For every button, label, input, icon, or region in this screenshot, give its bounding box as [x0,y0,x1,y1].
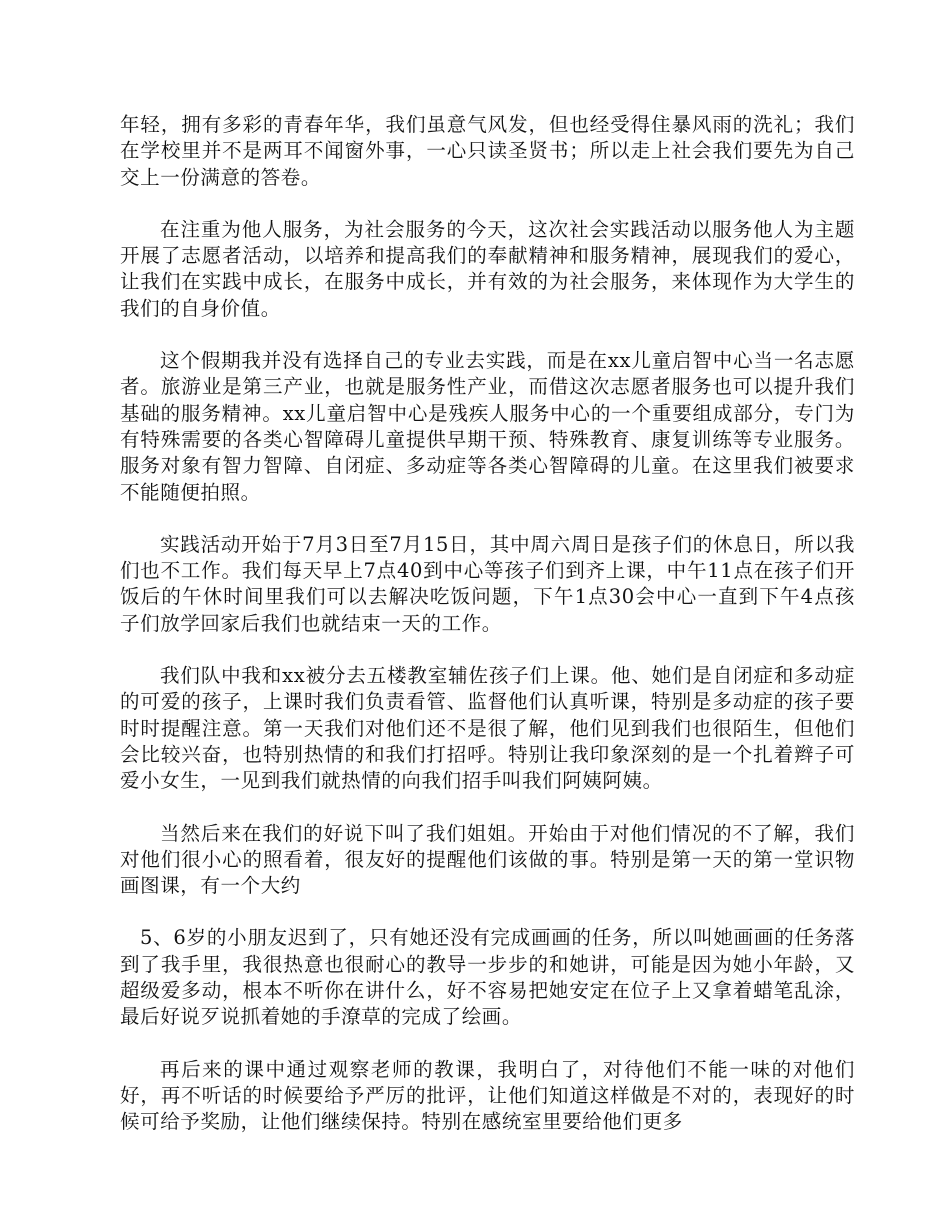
document-page [120,112,855,1162]
paragraph-2: 在注重为他人服务，为社会服务的今天，这次社会实践活动以服务他人为主题开展了志愿者活动，以培养和提高我们的奉献精神和服务精神，展现我们的爱心，让我们在实践中成长，在服务中成长，并有效的为社会服务，来体现作为大学生的我们的自身价值。 [120,217,855,320]
paragraph-4: 实践活动开始于7月3日至7月15日，其中周六周日是孩子们的休息日，所以我们也不工作。我们每天早上7点40到中心等孩子们到齐上课，中午11点在孩子们开饭后的午休时间里我们可以去解决吃饭问题，下午1点30会中心一直到下午4点孩子们放学回家后我们也就结束一天的工作。 [120,532,855,635]
paragraph-7: 5、6岁的小朋友迟到了，只有她还没有完成画画的任务，所以叫她画画的任务落到了我手里，我很热意也很耐心的教导一步步的和她讲，可能是因为她小年龄，又超级爱多动，根本不听你在讲什么，好不容易把她安定在位子上又拿着蜡笔乱涂，最后好说歹说抓着她的手潦草的完成了绘画。 [120,926,855,1029]
paragraph-6: 当然后来在我们的好说下叫了我们姐姐。开始由于对他们情况的不了解，我们对他们很小心的照看着，很友好的提醒他们该做的事。特别是第一天的第一堂识物画图课，有一个大约 [120,821,855,898]
paragraph-8: 再后来的课中通过观察老师的教课，我明白了，对待他们不能一味的对他们好，再不听话的时候要给予严厉的批评，让他们知道这样做是不对的，表现好的时候可给予奖励，让他们继续保持。特别在感统室里要给他们更多 [120,1057,855,1134]
paragraph-3: 这个假期我并没有选择自己的专业去实践，而是在xx儿童启智中心当一名志愿者。旅游业是第三产业，也就是服务性产业，而借这次志愿者服务也可以提升我们基础的服务精神。xx儿童启智中心是残疾人服务中心的一个重要组成部分，专门为有特殊需要的各类心智障碍儿童提供早期干预、特殊教育、康复训练等专业服务。服务对象有智力智障、自闭症、多动症等各类心智障碍的儿童。在这里我们被要求不能随便拍照。 [120,349,855,504]
paragraph-5: 我们队中我和xx被分去五楼教室辅佐孩子们上课。他、她们是自闭症和多动症的可爱的孩子，上课时我们负责看管、监督他们认真听课，特别是多动症的孩子要时时提醒注意。第一天我们对他们还不是很了解，他们见到我们也很陌生，但他们会比较兴奋，也特别热情的和我们打招呼。特别让我印象深刻的是一个扎着辫子可爱小女生，一见到我们就热情的向我们招手叫我们阿姨阿姨。 [120,664,855,793]
paragraph-1: 年轻，拥有多彩的青春年华，我们虽意气风发，但也经受得住暴风雨的洗礼；我们在学校里并不是两耳不闻窗外事，一心只读圣贤书；所以走上社会我们要先为自己交上一份满意的答卷。 [120,113,855,189]
